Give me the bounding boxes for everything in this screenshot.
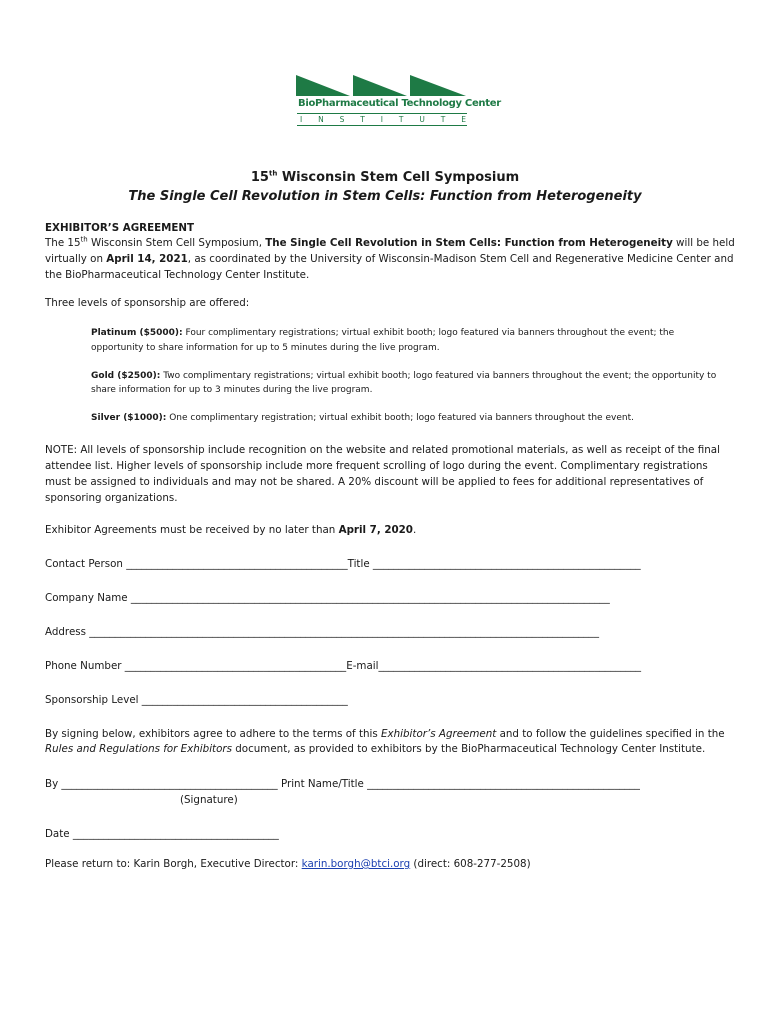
sponsorship-level-field[interactable]: Sponsorship Level ________________________________________	[45, 694, 348, 706]
intro-line-3: the BioPharmaceutical Technology Center Institute.	[45, 269, 310, 281]
section-heading: EXHIBITOR’S AGREEMENT	[45, 222, 195, 234]
platinum-level: Platinum ($5000): Four complimentary registrations; virtual exhibit booth; logo featured via banners throughout the event; the	[91, 328, 675, 338]
note-line-4: sponsoring organizations.	[45, 492, 178, 504]
deadline-text: Exhibitor Agreements must be received by no later than April 7, 2020.	[45, 524, 417, 536]
signing-line-1: By signing below, exhibitors agree to adhere to the terms of this Exhibitor’s Agreement and to follow the guidelines specified in the	[45, 728, 725, 740]
signing-line-2: Rules and Regulations for Exhibitors document, as provided to exhibitors by the BioPharmaceutical Technology Center Institute.	[45, 743, 706, 755]
company-name-field[interactable]: Company Name _____________________________________________________________________________________________	[45, 592, 610, 604]
logo-divider-bottom	[297, 125, 467, 126]
gold-level: Gold ($2500): Two complimentary registrations; virtual exhibit booth; logo featured via banners throughout the event; the opportunity to	[91, 371, 717, 381]
gold-level-cont: share information for up to 3 minutes during the live program.	[91, 385, 373, 395]
intro-line-2: virtually on April 14, 2021, as coordinated by the University of Wisconsin-Madison Stem Cell and Regenerative Medicine Center and	[45, 253, 734, 265]
document-subtitle: The Single Cell Revolution in Stem Cells: Function from Heterogeneity	[128, 189, 642, 204]
note-line-1: NOTE: All levels of sponsorship include recognition on the website and related promotional materials, as well as receipt of the final	[45, 444, 720, 456]
logo-divider	[297, 113, 467, 114]
contact-person-field[interactable]: Contact Person ___________________________________________Title ____________________________________________________	[45, 558, 641, 570]
email-link[interactable]: karin.borgh@btci.org	[301, 858, 411, 870]
logo-name: BioPharmaceutical Technology Center	[298, 98, 501, 109]
return-info: Please return to: Karin Borgh, Executive Director: karin.borgh@btci.org (direct: 608-277-2508)	[45, 858, 531, 870]
levels-intro: Three levels of sponsorship are offered:	[45, 297, 250, 309]
note-line-2: attendee list. Higher levels of sponsorship include more frequent scrolling of logo during the event. Complimentary registrations	[45, 460, 708, 472]
intro-line-1: The 15th Wisconsin Stem Cell Symposium, The Single Cell Revolution in Stem Cells: Function from Heterogeneity will be held	[45, 235, 735, 249]
address-field[interactable]: Address ___________________________________________________________________________________________________	[45, 626, 599, 638]
logo-institute: I N S T I T U T E	[300, 115, 466, 124]
note-line-3: must be assigned to individuals and may not be shared. A 20% discount will be applied to fees for additional representatives of	[45, 476, 704, 488]
signature-field[interactable]: By __________________________________________ Print Name/Title _____________________________________________________	[45, 778, 640, 790]
platinum-level-cont: opportunity to share information for up to 5 minutes during the live program.	[91, 343, 440, 353]
signature-label: (Signature)	[180, 794, 238, 806]
date-field[interactable]: Date ________________________________________	[45, 828, 279, 840]
document-title: 15th Wisconsin Stem Cell Symposium	[250, 169, 520, 185]
silver-level: Silver ($1000): One complimentary registration; virtual exhibit booth; logo featured via banners throughout the event.	[91, 413, 634, 423]
phone-email-field[interactable]: Phone Number ___________________________________________E-mail___________________________________________________	[45, 660, 642, 672]
